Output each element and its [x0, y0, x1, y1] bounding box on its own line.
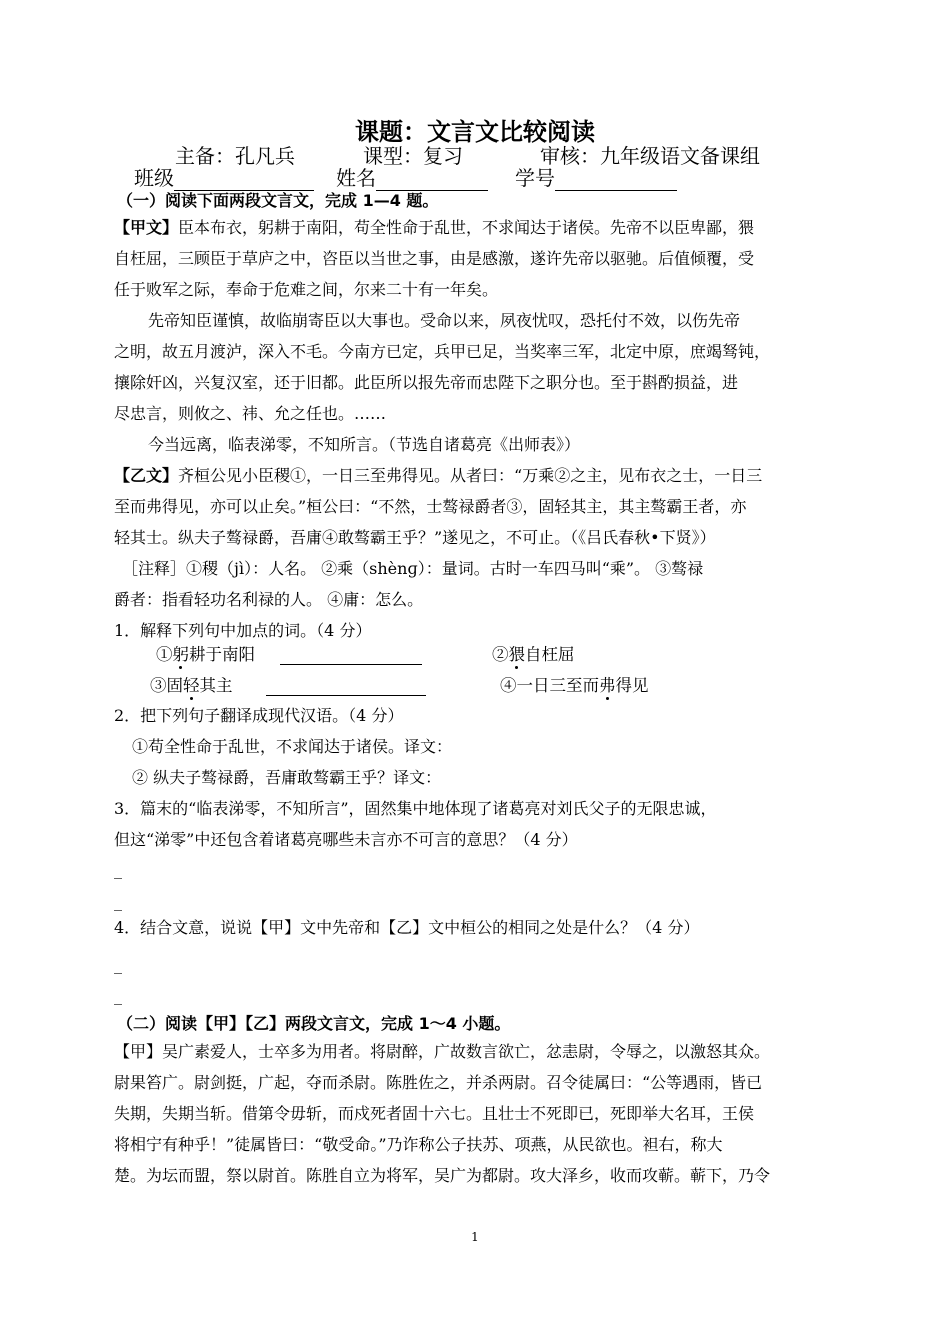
passage-line: 至而弗得见，亦可以止矣。”桓公曰：“不然，士骜禄爵者③，固轻其主，其主骜霸王者，亦: [114, 497, 747, 516]
passage-line: 自枉屈，三顾臣于草庐之中，咨臣以当世之事，由是感激，遂许先帝以驱驰。后值倾覆，受: [114, 249, 755, 268]
dotted-word: 轻: [183, 676, 200, 695]
name-label: 姓名: [336, 166, 376, 190]
question-3-line2: 但这“涕零”中还包含着诸葛亮哪些未言亦不可言的意思？（4 分）: [114, 830, 578, 849]
class-label: 班级: [134, 166, 174, 190]
passage-line: 【乙文】齐桓公见小臣稷①，一日三至弗得见。从者曰：“万乘②之主，见布衣之士，一日三: [114, 466, 763, 485]
type-value: 复习: [423, 144, 463, 168]
question-4: 4．结合文意，说说【甲】文中先帝和【乙】文中桓公的相同之处是什么？（4 分）: [114, 918, 700, 937]
passage-line: 尽忠言，则攸之、祎、允之任也。……: [114, 404, 387, 423]
question-3-line1: 3．篇末的“临表涕零，不知所言”，固然集中地体现了诸葛亮对刘氏父子的无限忠诚，: [114, 799, 717, 818]
name-field: [336, 162, 488, 191]
passage-line: 攘除奸凶，兴复汉室，还于旧都。此臣所以报先帝而忠陛下之职分也。至于斟酌损益，进: [114, 373, 739, 392]
jia-tag: 【甲文】: [114, 218, 179, 237]
answer-line[interactable]: _: [114, 892, 122, 911]
question-2: 2．把下列句子翻译成现代汉语。（4 分）: [114, 706, 404, 725]
page-number: 1: [471, 1230, 479, 1244]
passage-line: 轻其士。纵夫子骜禄爵，吾庸④敢骜霸王乎？”遂见之，不可止。（《吕氏春秋•下贤》）: [114, 528, 716, 547]
review-value: 九年级语文备课组: [600, 144, 760, 168]
passage-line: 先帝知臣谨慎，故临崩寄臣以大事也。受命以来，夙夜忧叹，恐托付不效，以伤先帝: [148, 311, 741, 330]
passage-jia: [114, 212, 770, 646]
page-title: 课题：文言文比较阅读: [355, 118, 595, 146]
q1-item-d: ④一日三至而弗得见: [500, 676, 649, 695]
answer-line[interactable]: _: [114, 955, 122, 974]
notes-line: ［注释］①稷（jì）：人名。 ②乘（shènɡ）：量词。古时一车四马叫“乘”。 ③骜禄: [122, 559, 704, 578]
passage-line: 今当远离，临表涕零，不知所言。（节选自诸葛亮《出师表》）: [148, 435, 581, 454]
section1-heading: （一）阅读下面两段文言文，完成 1—4 题。: [117, 191, 439, 210]
answer-blank[interactable]: [266, 677, 426, 696]
class-field: [134, 162, 314, 191]
passage-line: 将相宁有种乎！”徒属皆曰：“敬受命。”乃诈称公子扶苏、项燕，从民欲也。袒右，称大: [114, 1135, 723, 1154]
passage-line: 任于败军之际，奉命于危难之间，尔来二十有一年矣。: [114, 280, 499, 299]
passage-line: 尉果笞广。尉剑挺，广起，夺而杀尉。陈胜佐之，并杀两尉。召令徒属曰：“公等遇雨，皆已: [114, 1073, 763, 1092]
question-2b: ② 纵夫子骜禄爵，吾庸敢骜霸王乎？译文：: [132, 768, 442, 787]
type-label: 课型：: [363, 144, 423, 168]
review-label: 审核：: [540, 144, 600, 168]
question-1: 1．解释下列句中加点的词。（4 分）: [114, 621, 372, 640]
q1-item-b: ②猥自枉屈: [492, 645, 575, 664]
passage-line: 失期，失期当斩。借第令毋斩，而戍死者固十六七。且壮士不死即已，死即举大名耳，王侯: [114, 1104, 755, 1123]
yi-tag: 【乙文】: [114, 466, 179, 485]
notes-line: 爵者：指看轻功名利禄的人。 ④庸：怎么。: [114, 590, 424, 609]
id-label: 学号: [515, 166, 555, 190]
questions-block: [114, 700, 717, 855]
passage-line: 【甲】吴广素爱人，士卒多为用者。将尉醉，广故数言欲亡，忿恚尉，令辱之，以激怒其众。: [114, 1042, 771, 1061]
answer-blank[interactable]: [280, 646, 422, 665]
dotted-word: 猥: [508, 645, 525, 664]
passage-line: 【甲文】臣本布衣，躬耕于南阳，苟全性命于乱世，不求闻达于诸侯。先帝不以臣卑鄙，猥: [114, 218, 755, 237]
dotted-word: 弗: [599, 676, 616, 695]
answer-line[interactable]: _: [114, 986, 122, 1005]
question-2a: ①苟全性命于乱世，不求闻达于诸侯。译文：: [132, 737, 453, 756]
q1-item-c: ③固轻其主: [150, 672, 426, 696]
section2-heading: （二）阅读【甲】【乙】两段文言文，完成 1～4 小题。: [117, 1014, 511, 1033]
q1-item-a: ①躬耕于南阳: [156, 641, 422, 665]
dotted-word: 躬: [172, 645, 189, 664]
passage-line: 楚。为坛而盟，祭以尉首。陈胜自立为将军，吴广为都尉。攻大泽乡，收而攻蕲。蕲下，乃令: [114, 1166, 771, 1185]
passage-section2: [114, 1036, 770, 1191]
id-field: [515, 162, 677, 191]
chief-label: 主备：: [175, 144, 235, 168]
passage-line: 之明，故五月渡泸，深入不毛。今南方已定，兵甲已足，当奖率三军，北定中原，庶竭驽钝，: [114, 342, 771, 361]
chief-value: 孔凡兵: [235, 144, 295, 168]
id-blank[interactable]: [555, 170, 677, 191]
answer-line[interactable]: _: [114, 860, 122, 879]
